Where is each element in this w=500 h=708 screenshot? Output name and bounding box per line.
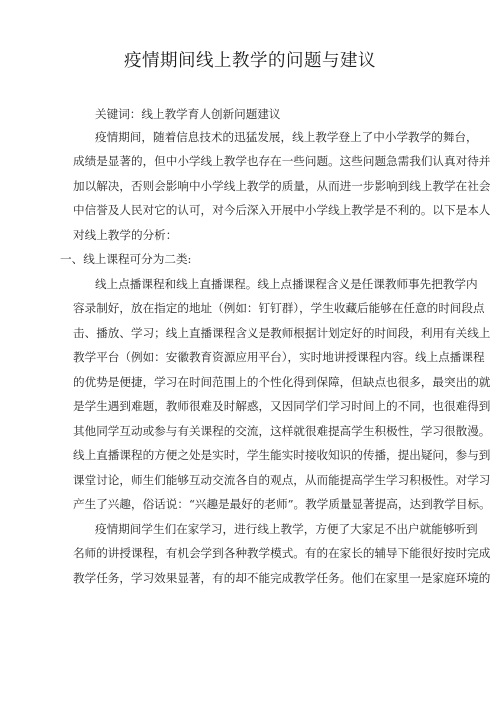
paragraph-line: 容录制好，放在指定的地址（例如：钉钉群），学生收藏后能够在任意的时间段点	[73, 301, 485, 315]
document-title: 疫情期间线上教学的问题与建议	[124, 51, 376, 71]
paragraph-line: 教学任务，学习效果显著，有的却不能完成教学任务。他们在家里一是家庭环境的	[73, 571, 491, 585]
paragraph-line: 其他同学互动或参与有关课程的交流，这样就很难提高学生积极性，学习很散漫。	[73, 424, 491, 438]
paragraph-line: 是学生遇到难题，教师很难及时解惑，又因同学们学习时间上的不同，也很难得到	[73, 399, 491, 413]
intro-line: 成绩是显著的，但中小学线上教学也存在一些问题。这些问题急需我们认真对待并	[73, 154, 491, 168]
intro-line: 疫情期间，随着信息技术的迅猛发展，线上教学登上了中小学教学的舞台，	[95, 130, 478, 144]
paragraph-line: 产生了兴趣，俗话说：“兴趣是最好的老师”。教学质量显著提高，达到教学目标。	[73, 497, 491, 511]
section-heading: 一、线上课程可分为二类:	[60, 252, 192, 266]
paragraph-line: 线上直播课程的方便之处是实时，学生能实时接收知识的传播，提出疑问，参与到	[73, 448, 491, 462]
keywords-line: 关键词：线上教学育人创新问题建议	[95, 107, 281, 121]
paragraph-line: 线上点播课程和线上直播课程。线上点播课程含义是任课教师事先把教学内	[95, 277, 478, 291]
intro-line: 对线上教学的分析：	[73, 228, 178, 242]
paragraph-line: 的优势是便捷，学习在时间范围上的个性化得到保障，但缺点也很多，最突出的就	[73, 375, 491, 389]
paragraph-line: 课堂讨论，师生们能够互动交流各自的观点，从而能提高学生学习积极性。对学习	[73, 473, 491, 487]
paragraph-line: 疫情期间学生们在家学习，进行线上教学，方便了大家足不出户就能够听到	[95, 522, 478, 536]
intro-line: 加以解决，否则会影响中小学线上教学的质量，从而进一步影响到线上教学在社会	[73, 179, 491, 193]
intro-line: 中信誉及人民对它的认可，对今后深入开展中小学线上教学是不利的。以下是本人	[73, 203, 491, 217]
paragraph-line: 击、播放、学习；线上直播课程含义是教师根据计划定好的时间段，利用有关线上	[73, 326, 491, 340]
paragraph-line: 名师的讲授课程，有机会学到各种教学模式。有的在家长的辅导下能很好按时完成	[73, 546, 491, 560]
paragraph-line: 教学平台（例如：安徽教育资源应用平台），实时地讲授课程内容。线上点播课程	[73, 350, 485, 364]
